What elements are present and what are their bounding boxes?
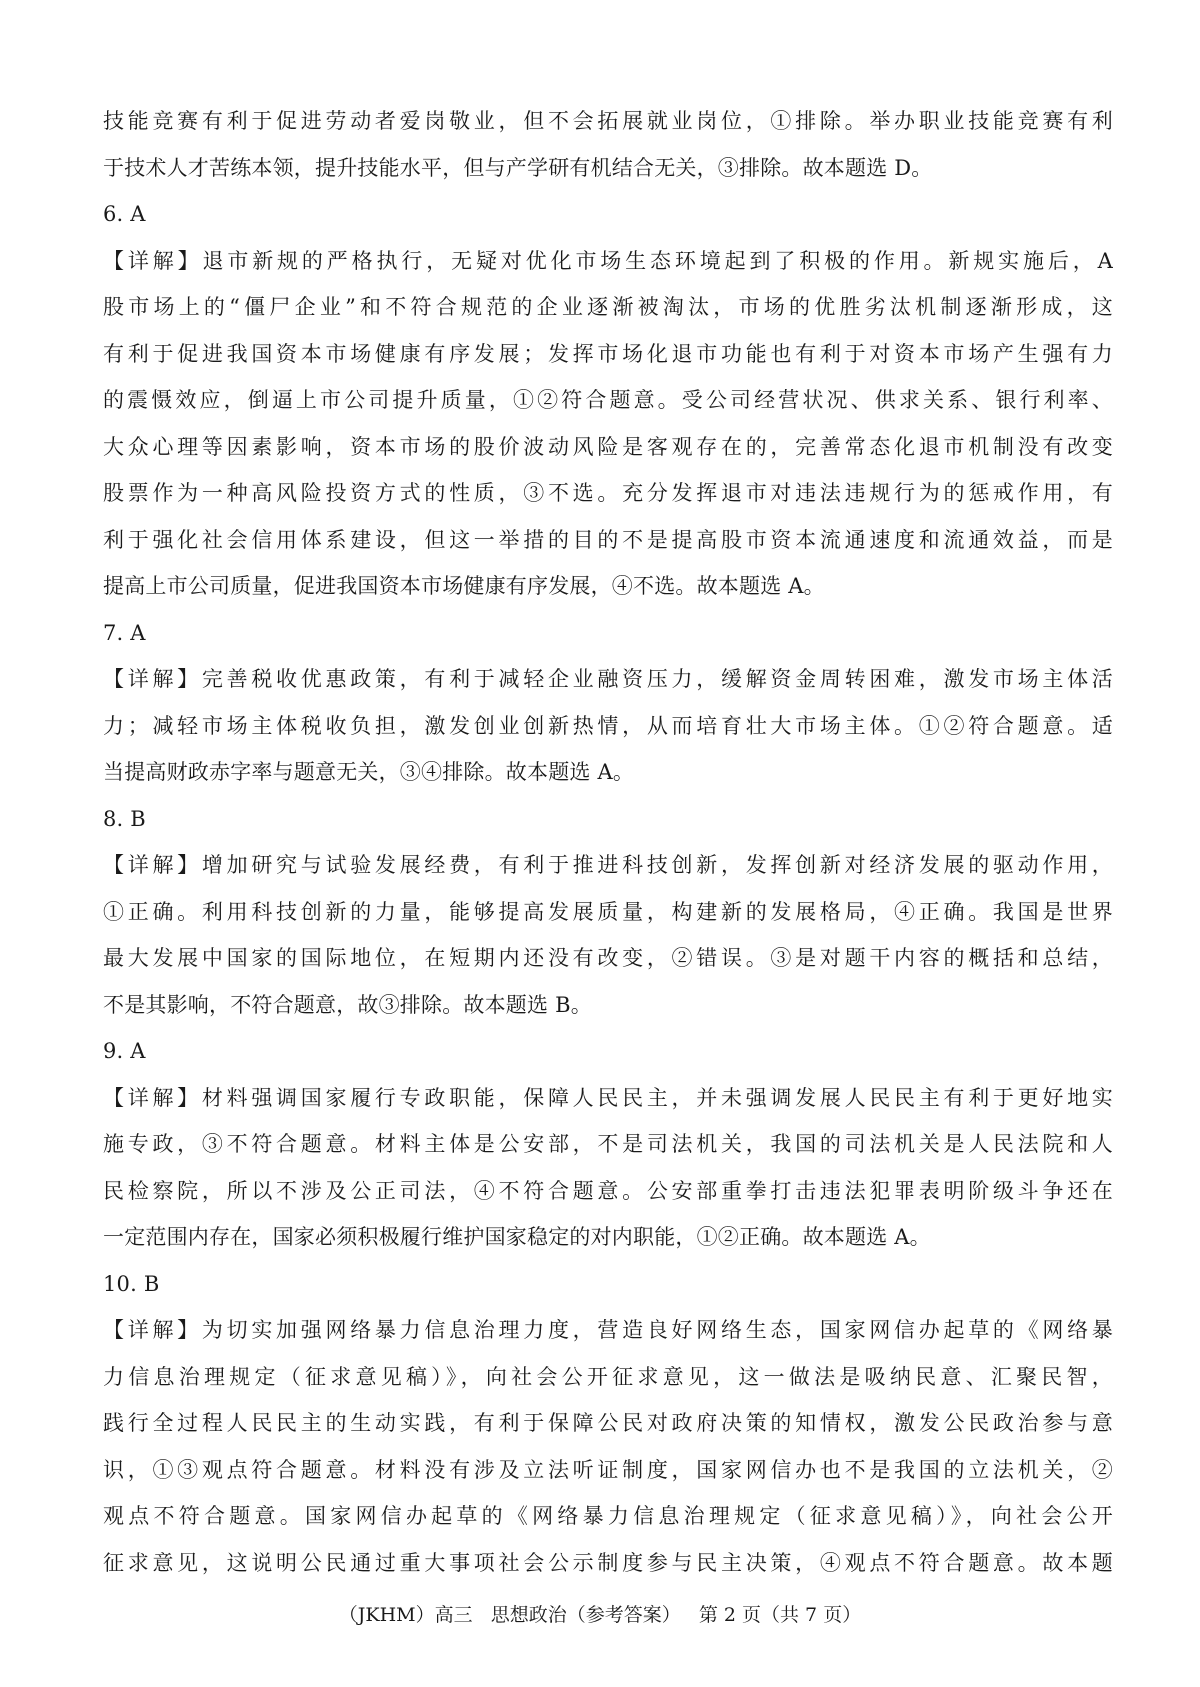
text-line: 不是其影响，不符合题意，故③排除。故本题选 B。 bbox=[103, 992, 592, 1017]
text-line: ①正确。利用科技创新的力量，能够提高发展质量，构建新的发展格局，④正确。我国是世界 bbox=[103, 899, 1113, 924]
text-line: 践行全过程人民民主的生动实践，有利于保障公民对政府决策的知情权，激发公民政治参与意 bbox=[103, 1411, 1113, 1435]
text-line: 股市场上的“僵尸企业”和不符合规范的企业逐渐被淘汰，市场的优胜劣汰机制逐渐形成，这 bbox=[103, 295, 1113, 319]
text-line: 利于强化社会信用体系建设，但这一举措的目的不是提高股市资本流通速度和流通效益，而是 bbox=[103, 527, 1113, 552]
text-line: 【详解】增加研究与试验发展经费，有利于推进科技创新，发挥创新对经济发展的驱动作用， bbox=[103, 853, 1113, 877]
text-line: 【详解】完善税收优惠政策，有利于减轻企业融资压力，缓解资金周转困难，激发市场主体活 bbox=[103, 667, 1113, 691]
page-footer: （JKHM）高三 思想政治（参考答案） 第 2 页（共 7 页） bbox=[338, 1604, 862, 1626]
text-line: 力信息治理规定（征求意见稿）》，向社会公开征求意见，这一做法是吸纳民意、汇聚民智， bbox=[103, 1364, 1113, 1389]
text-line: 最大发展中国家的国际地位，在短期内还没有改变，②错误。③是对题干内容的概括和总结， bbox=[103, 946, 1113, 970]
text-line: 当提高财政赤字率与题意无关，③④排除。故本题选 A。 bbox=[103, 760, 635, 784]
text-line: 技能竞赛有利于促进劳动者爱岗敬业，但不会拓展就业岗位，①排除。举办职业技能竞赛有利 bbox=[103, 109, 1113, 133]
text-line: 【详解】退市新规的严格执行，无疑对优化市场生态环境起到了积极的作用。新规实施后，A bbox=[103, 248, 1113, 273]
question-answer-number: 10. B bbox=[103, 1271, 160, 1296]
question-answer-number: 7. A bbox=[103, 620, 146, 645]
text-line: 提高上市公司质量，促进我国资本市场健康有序发展，④不选。故本题选 A。 bbox=[103, 574, 825, 598]
text-line: 一定范围内存在，国家必须积极履行维护国家稳定的对内职能，①②正确。故本题选 A。 bbox=[103, 1225, 931, 1249]
text-line: 的震慑效应，倒逼上市公司提升质量，①②符合题意。受公司经营状况、供求关系、银行利率、 bbox=[103, 388, 1113, 412]
text-line: 【详解】材料强调国家履行专政职能，保障人民民主，并未强调发展人民民主有利于更好地实 bbox=[103, 1085, 1113, 1110]
text-line: 大众心理等因素影响，资本市场的股价波动风险是客观存在的，完善常态化退市机制没有改变 bbox=[103, 434, 1113, 459]
question-answer-number: 9. A bbox=[103, 1039, 146, 1063]
text-line: 施专政，③不符合题意。材料主体是公安部，不是司法机关，我国的司法机关是人民法院和人 bbox=[103, 1132, 1113, 1156]
text-line: 【详解】为切实加强网络暴力信息治理力度，营造良好网络生态，国家网信办起草的《网络暴 bbox=[103, 1318, 1113, 1342]
text-line: 有利于促进我国资本市场健康有序发展；发挥市场化退市功能也有利于对资本市场产生强有力 bbox=[103, 341, 1113, 366]
question-answer-number: 8. B bbox=[103, 806, 146, 831]
answer-explanations bbox=[103, 98, 1113, 1586]
text-line: 力；减轻市场主体税收负担，激发创业创新热情，从而培育壮大市场主体。①②符合题意。适 bbox=[103, 713, 1113, 738]
text-line: 于技术人才苦练本领，提升技能水平，但与产学研有机结合无关，③排除。故本题选 D。 bbox=[103, 155, 933, 180]
text-line: 征求意见，这说明公民通过重大事项社会公示制度参与民主决策，④观点不符合题意。故本题 bbox=[103, 1550, 1113, 1575]
text-line: 观点不符合题意。国家网信办起草的《网络暴力信息治理规定（征求意见稿）》，向社会公开 bbox=[103, 1504, 1113, 1528]
text-line: 股票作为一种高风险投资方式的性质，③不选。充分发挥退市对违法违规行为的惩戒作用，有 bbox=[103, 481, 1113, 505]
text-line: 民检察院，所以不涉及公正司法，④不符合题意。公安部重拳打击违法犯罪表明阶级斗争还在 bbox=[103, 1178, 1113, 1203]
question-answer-number: 6. A bbox=[103, 202, 146, 226]
text-line: 识，①③观点符合题意。材料没有涉及立法听证制度，国家网信办也不是我国的立法机关，② bbox=[103, 1457, 1113, 1482]
